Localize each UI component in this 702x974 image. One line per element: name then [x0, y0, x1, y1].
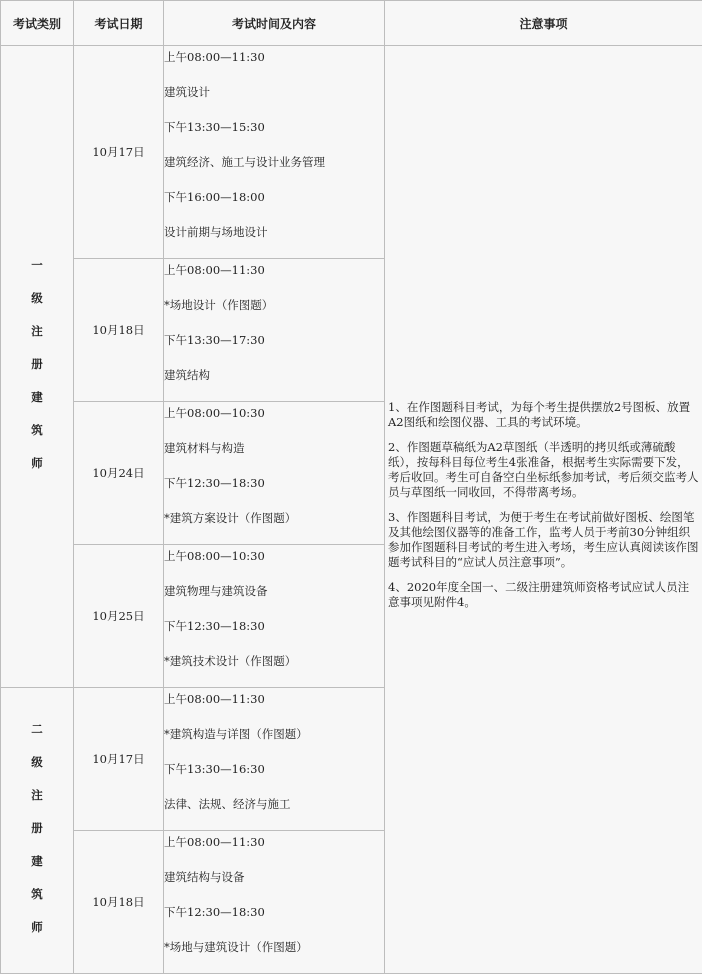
- header-category: 考试类别: [1, 1, 74, 46]
- subject: 建筑设计: [164, 83, 384, 118]
- subject: *建筑方案设计（作图题）: [164, 509, 384, 544]
- note-paragraph: 1、在作图题科目考试，为每个考生提供摆放2号图板、放置A2图纸和绘图仪器、工具的考试环境。: [388, 400, 699, 430]
- content-cell: [164, 259, 385, 402]
- time-slot: 上午08:00—11:30: [164, 261, 384, 296]
- category-char: 册: [1, 348, 73, 381]
- content-cell: [164, 545, 385, 688]
- date-cell: 10月18日: [74, 259, 164, 402]
- category-char: 建: [1, 845, 73, 878]
- time-slot: 上午08:00—10:30: [164, 404, 384, 439]
- note-paragraph: 2、作图题草稿纸为A2草图纸（半透明的拷贝纸或薄硫酸纸），按每科目每位考生4张准备，根据考生实际需要下发，考后收回。考生可自备空白坐标纸参加考试，考后须交监考人员与草图纸一同收回，不得带离考场。: [388, 440, 699, 500]
- table-row: [1, 46, 702, 259]
- subject: *场地设计（作图题）: [164, 296, 384, 331]
- subject: 法律、法规、经济与施工: [164, 795, 384, 830]
- subject: *场地与建筑设计（作图题）: [164, 938, 384, 973]
- subject: 建筑物理与建筑设备: [164, 582, 384, 617]
- subject: 建筑结构: [164, 366, 384, 401]
- category-char: 注: [1, 315, 73, 348]
- content-cell: [164, 831, 385, 974]
- header-content: 考试时间及内容: [164, 1, 385, 46]
- category-char: 师: [1, 447, 73, 480]
- category-char: 级: [1, 282, 73, 315]
- subject: *建筑技术设计（作图题）: [164, 652, 384, 687]
- content-cell: [164, 402, 385, 545]
- subject: 设计前期与场地设计: [164, 223, 384, 258]
- date-cell: 10月17日: [74, 46, 164, 259]
- category-char: 注: [1, 779, 73, 812]
- subject: 建筑材料与构造: [164, 439, 384, 474]
- notes-cell: [385, 46, 702, 974]
- category-cell-level-2: [1, 688, 74, 974]
- content-cell: [164, 46, 385, 259]
- time-slot: 上午08:00—11:30: [164, 690, 384, 725]
- header-row: [1, 1, 702, 46]
- time-slot: 下午13:30—16:30: [164, 760, 384, 795]
- time-slot: 下午13:30—15:30: [164, 118, 384, 153]
- content-cell: [164, 688, 385, 831]
- category-char: 级: [1, 746, 73, 779]
- category-char: 一: [1, 249, 73, 282]
- category-char: 册: [1, 812, 73, 845]
- date-cell: 10月17日: [74, 688, 164, 831]
- time-slot: 下午16:00—18:00: [164, 188, 384, 223]
- header-date: 考试日期: [74, 1, 164, 46]
- time-slot: 上午08:00—10:30: [164, 547, 384, 582]
- category-cell-level-1: [1, 46, 74, 688]
- time-slot: 上午08:00—11:30: [164, 833, 384, 868]
- subject: 建筑经济、施工与设计业务管理: [164, 153, 384, 188]
- subject: *建筑构造与详图（作图题）: [164, 725, 384, 760]
- category-char: 建: [1, 381, 73, 414]
- time-slot: 上午08:00—11:30: [164, 48, 384, 83]
- note-paragraph: 4、2020年度全国一、二级注册建筑师资格考试应试人员注意事项见附件4。: [388, 580, 699, 610]
- subject: 建筑结构与设备: [164, 868, 384, 903]
- time-slot: 下午12:30—18:30: [164, 617, 384, 652]
- category-char: 师: [1, 911, 73, 944]
- note-paragraph: 3、作图题科目考试，为便于考生在考试前做好图板、绘图笔及其他绘图仪器等的准备工作，监考人员于考前30分钟组织参加作图题科目考试的考生进入考场，考生应认真阅读该作图题考试科目的“应试人员注意事项”。: [388, 510, 699, 570]
- category-char: 筑: [1, 414, 73, 447]
- category-char: 二: [1, 713, 73, 746]
- date-cell: 10月18日: [74, 831, 164, 974]
- time-slot: 下午12:30—18:30: [164, 474, 384, 509]
- date-cell: 10月25日: [74, 545, 164, 688]
- date-cell: 10月24日: [74, 402, 164, 545]
- time-slot: 下午12:30—18:30: [164, 903, 384, 938]
- category-char: 筑: [1, 878, 73, 911]
- time-slot: 下午13:30—17:30: [164, 331, 384, 366]
- header-notes: 注意事项: [385, 1, 702, 46]
